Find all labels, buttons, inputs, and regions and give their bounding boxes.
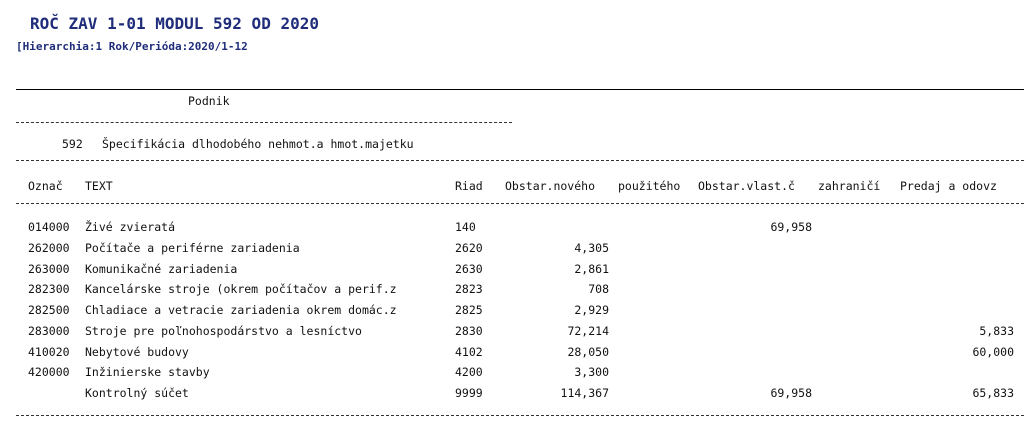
top-divider	[16, 89, 1024, 90]
cell-c5: 5,833	[979, 324, 1014, 338]
header-text: TEXT	[85, 179, 113, 193]
cell-c3: 69,958	[770, 220, 812, 234]
cell-oznac: 410020	[28, 345, 70, 359]
cell-oznac: 282500	[28, 303, 70, 317]
cell-oznac: 283000	[28, 324, 70, 338]
cell-c1: 2,929	[574, 303, 609, 317]
company-label: Podnik	[188, 94, 230, 108]
cell-text: Stroje pre poľnohospodárstvo a lesníctvo	[85, 324, 362, 338]
module-name: Špecifikácia dlhodobého nehmot.a hmot.majetku	[102, 137, 414, 151]
cell-riad: 2830	[455, 324, 483, 338]
cell-riad: 4200	[455, 365, 483, 379]
cell-c1: 4,305	[574, 241, 609, 255]
cell-c3: 69,958	[770, 386, 812, 400]
cell-riad: 140	[455, 220, 476, 234]
cell-c1: 114,367	[560, 386, 609, 400]
cell-c1: 72,214	[567, 324, 609, 338]
cell-riad: 2823	[455, 282, 483, 296]
cell-riad: 2630	[455, 262, 483, 276]
cell-riad: 4102	[455, 345, 483, 359]
cell-text: Kancelárske stroje (okrem počítačov a perif.z	[85, 282, 397, 296]
header-obstar-noveho: Obstar.nového	[505, 179, 596, 193]
header-riad: Riad	[455, 179, 483, 193]
header-oznac: Označ	[28, 179, 63, 193]
cell-text: Kontrolný súčet	[85, 386, 189, 400]
cell-oznac: 262000	[28, 241, 70, 255]
module-code: 592	[62, 137, 83, 151]
cell-c1: 3,300	[574, 365, 609, 379]
cell-text: Nebytové budovy	[85, 345, 189, 359]
cell-riad: 2825	[455, 303, 483, 317]
cell-text: Počítače a periférne zariadenia	[85, 241, 300, 255]
header-pouziteho: použitého	[618, 179, 681, 193]
bottom-divider	[16, 415, 1024, 416]
header-predaj: Predaj a odovz	[900, 179, 997, 193]
cell-oznac: 014000	[28, 220, 70, 234]
header-zahranici: zahraničí	[818, 179, 881, 193]
cell-c1: 28,050	[567, 345, 609, 359]
cell-oznac: 420000	[28, 365, 70, 379]
cell-text: Komunikačné zariadenia	[85, 262, 238, 276]
cell-text: Chladiace a vetracie zariadenia okrem domác.z	[85, 303, 397, 317]
cell-c1: 2,861	[574, 262, 609, 276]
cell-text: Živé zvieratá	[85, 220, 176, 234]
cell-c5: 65,833	[972, 386, 1014, 400]
cell-c5: 60,000	[972, 345, 1014, 359]
company-divider	[16, 122, 512, 123]
report-title: ROČ ZAV 1-01 MODUL 592 OD 2020	[30, 14, 319, 33]
cell-oznac: 263000	[28, 262, 70, 276]
cell-riad: 2620	[455, 241, 483, 255]
module-divider	[16, 160, 1024, 161]
hierarchy-period-line: [Hierarchia:1 Rok/Perióda:2020/1-12	[16, 40, 248, 53]
cell-riad: 9999	[455, 386, 483, 400]
cell-c1: 708	[588, 282, 609, 296]
header-divider	[16, 203, 1024, 204]
cell-oznac: 282300	[28, 282, 70, 296]
header-obstar-vlast: Obstar.vlast.č	[698, 179, 795, 193]
cell-text: Inžinierske stavby	[85, 365, 210, 379]
